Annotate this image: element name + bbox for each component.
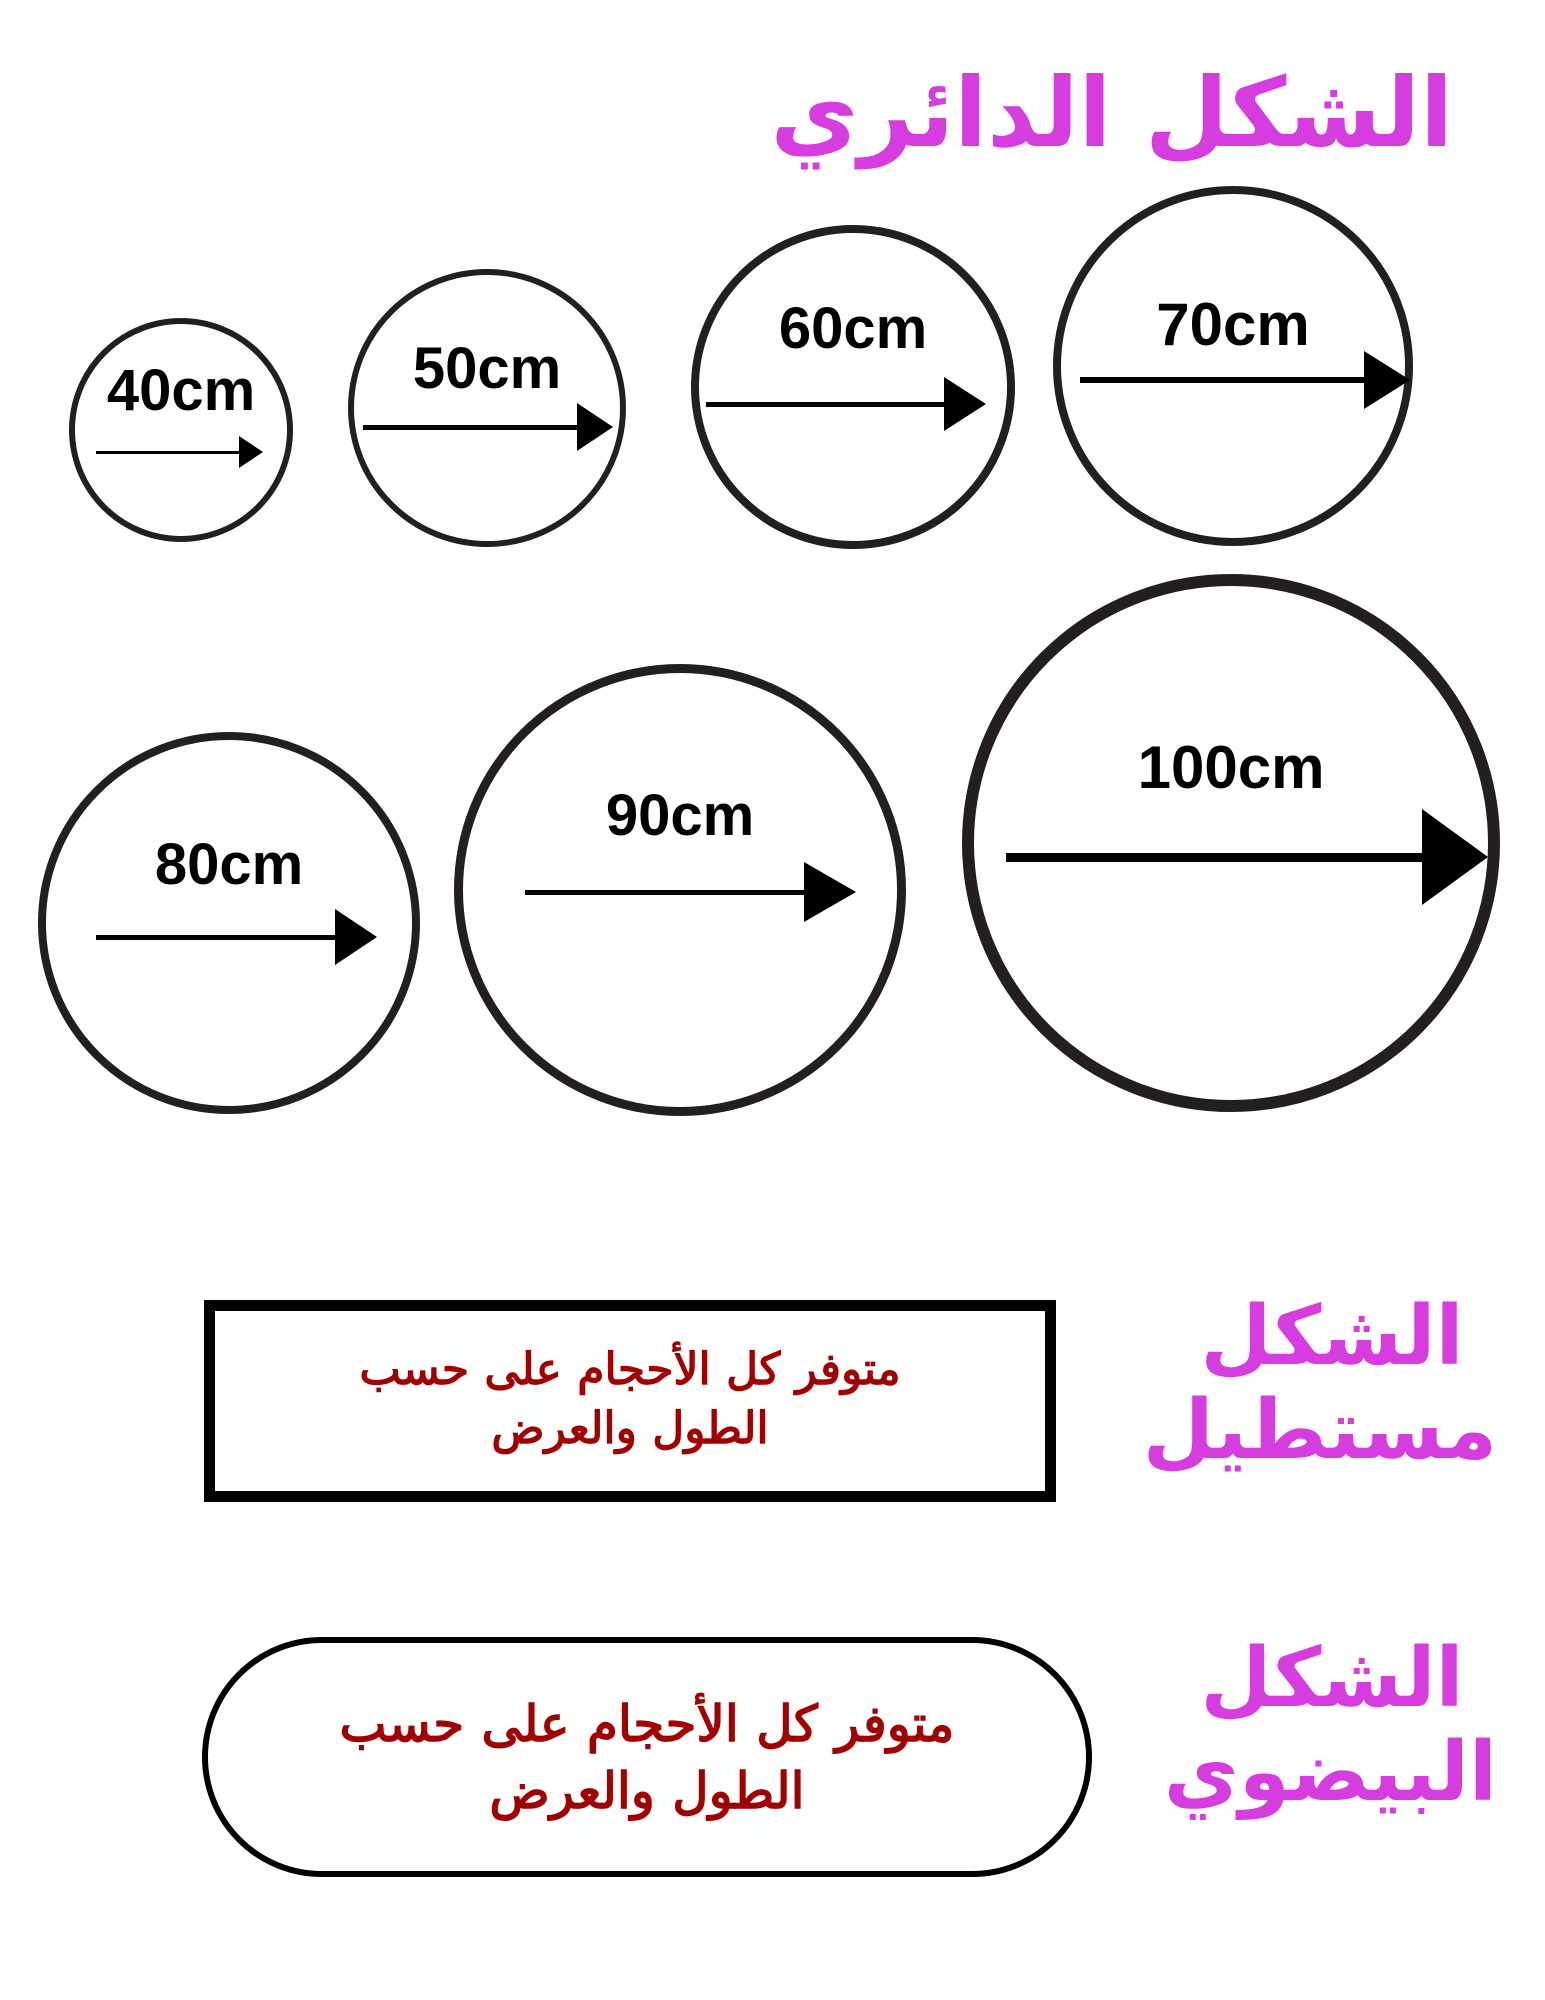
rectangular-heading-line2: مستطيل <box>1142 1383 1497 1479</box>
oval-heading-line2: البيضوي <box>1163 1725 1497 1821</box>
oval-note-line2: الطول والعرض <box>489 1761 805 1820</box>
rectangular-shape-heading <box>1142 1289 1497 1479</box>
circle-diameter-label: 90cm <box>605 783 755 848</box>
circle-diameter-label: 50cm <box>412 336 562 401</box>
circle-diameter-label: 40cm <box>106 358 256 423</box>
oval-heading-line1: الشكل <box>1200 1631 1464 1726</box>
size-circle <box>962 574 1500 1112</box>
size-circle <box>69 318 293 542</box>
rectangle-shape-frame <box>204 1300 1056 1502</box>
rectangular-heading-line1: الشكل <box>1200 1289 1464 1384</box>
rectangle-note <box>359 1340 900 1459</box>
oval-note-line1: متوفر كل الأحجام على حسب <box>339 1693 955 1753</box>
circle-diameter-label: 100cm <box>1137 734 1325 801</box>
circular-shape-heading: الشكل الدائري <box>770 57 1453 169</box>
rectangle-note-line1: متوفر كل الأحجام على حسب <box>359 1343 901 1395</box>
oval-note <box>340 1690 955 1825</box>
oval-shape-heading <box>1163 1631 1497 1821</box>
oval-shape-frame <box>202 1637 1092 1877</box>
circle-diameter-label: 80cm <box>154 832 304 897</box>
size-circle <box>1053 186 1413 546</box>
circle-diameter-label: 60cm <box>778 296 928 361</box>
rectangle-note-line2: الطول والعرض <box>491 1403 769 1454</box>
circle-diameter-label: 70cm <box>1156 291 1310 358</box>
